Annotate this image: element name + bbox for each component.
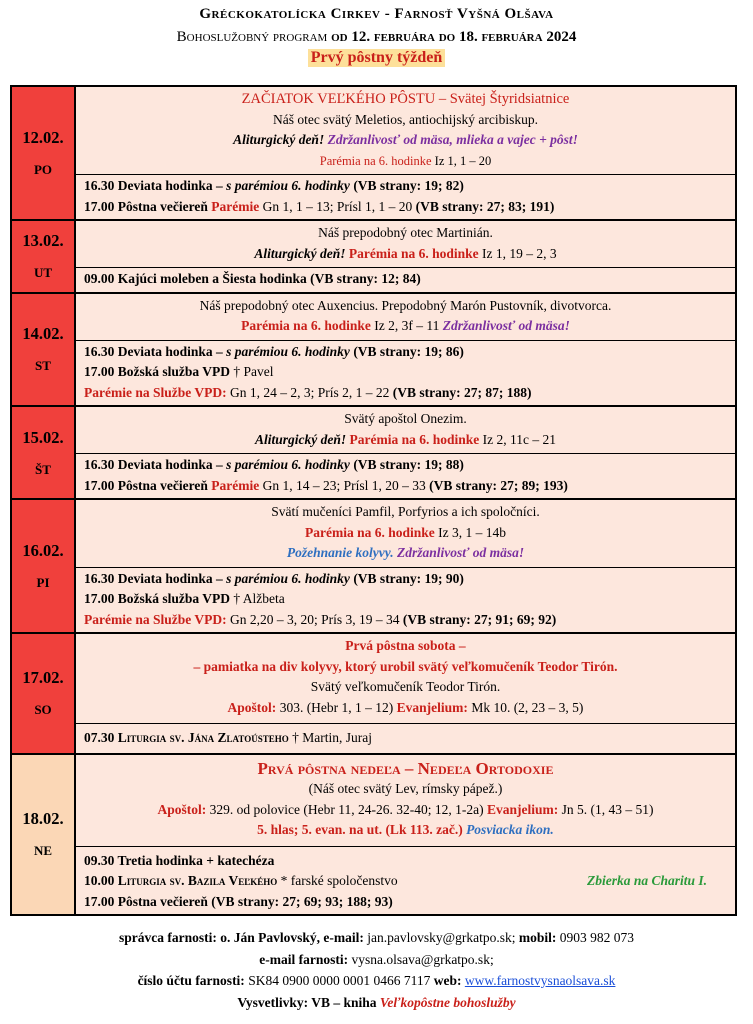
church-title: Gréckokatolícka Cirkev - Farnosť Vyšná Olšava bbox=[199, 6, 554, 22]
website-link[interactable]: www.farnostvysnaolsava.sk bbox=[464, 973, 616, 988]
day-services: 16.30 Deviata hodinka – s parémiou 6. hodinky (VB strany: 19; 86) 17.00 Božská služba VPD † Pavel Parémie na Službe VPD: Gn 1, 24 – 2, 3; Prís 2, 1 – 22 (VB strany: 27; 87; 188) bbox=[84, 343, 532, 400]
day-name: PO bbox=[33, 162, 53, 177]
day-row bbox=[12, 498, 735, 632]
day-content bbox=[76, 294, 735, 406]
day-label bbox=[12, 221, 76, 292]
day-label bbox=[12, 294, 76, 406]
day-row bbox=[12, 405, 735, 498]
day-services: 16.30 Deviata hodinka – s parémiou 6. hodinky (VB strany: 19; 88) 17.00 Pôstna večiereň Parémie Gn 1, 14 – 23; Prísl 1, 20 – 33 (VB strany: 27; 89; 193) bbox=[84, 457, 568, 493]
day-row bbox=[12, 753, 735, 915]
day-info: Prvá pôstna sobota – – pamiatka na div kolyvy, ktorý urobil svätý veľkomučeník Teodor Tirón. Svätý veľkomučeník Teodor Tirón. Apoštol: 303. (Hebr 1, 1 – 12) Evanjelium: Mk 10. (2, 23 – 3, 5) bbox=[76, 634, 735, 724]
day-content bbox=[76, 755, 735, 915]
day-label bbox=[12, 500, 76, 632]
page-header bbox=[0, 6, 753, 67]
day-services: 09.00 Kajúci moleben a Šiesta hodinka (VB strany: 12; 84) bbox=[84, 271, 421, 286]
day-services: 16.30 Deviata hodinka – s parémiou 6. hodinky (VB strany: 19; 90) 17.00 Božská služba VPD † Alžbeta Parémie na Službe VPD: Gn 2,20 – 3, 20; Prís 3, 19 – 34 (VB strany: 27; 91; 69; 92) bbox=[84, 570, 557, 627]
day-date: 16.02. bbox=[22, 541, 64, 560]
day-name: UT bbox=[33, 265, 53, 281]
day-name: ST bbox=[35, 358, 51, 374]
day-info: Náš prepodobný otec Auxencius. Prepodobný Marón Pustovník, divotvorca. Parémia na 6. hodinke Iz 2, 3f – 11 Zdržanlivosť od mäsa! bbox=[76, 294, 735, 341]
footer-contact: správca farnosti: o. Ján Pavlovský, e-mail: jan.pavlovsky@grkatpo.sk; mobil: 0903 982 073 bbox=[119, 930, 634, 945]
day-name: NE bbox=[33, 843, 53, 859]
week-title: Prvý pôstny týždeň bbox=[308, 49, 446, 67]
day-content bbox=[76, 221, 735, 292]
day-label bbox=[12, 407, 76, 498]
day-name: ŠT bbox=[35, 461, 51, 477]
day-label bbox=[12, 755, 76, 915]
day-info: Náš prepodobný otec Martinián. Aliturgický deň! Parémia na 6. hodinke Iz 1, 19 – 2, 3 bbox=[76, 221, 735, 268]
day-row bbox=[12, 632, 735, 753]
day-row bbox=[12, 87, 735, 219]
day-date: 17.02. bbox=[22, 668, 64, 688]
day-info: Prvá pôstna nedeľa – Nedeľa Ortodoxie (Náš otec svätý Lev, rímsky pápež.) Apoštol: 329. od polovice (Hebr 11, 24-26. 32-40; 12, 1-2a) Evanjelium: Jn 5. (1, 43 – 51) 5. hlas; 5. evan. na ut. (Lk 113. zač.) Posviacka ikon. bbox=[76, 755, 735, 847]
day-info: Svätí mučeníci Pamfil, Porfyrios a ich spoločníci. Parémia na 6. hodinke Iz 3, 1 – 14b Požehnanie kolyvy. Zdržanlivosť od mäsa! bbox=[76, 500, 735, 568]
day-content bbox=[76, 500, 735, 632]
day-services: 16.30 Deviata hodinka – s parémiou 6. hodinky (VB strany: 19; 82) 17.00 Pôstna večiereň Parémie Gn 1, 1 – 13; Prísl 1, 1 – 20 (VB strany: 27; 83; 191) bbox=[84, 178, 555, 214]
page-footer bbox=[0, 927, 753, 1013]
day-info: Svätý apoštol Onezim. Aliturgický deň! Parémia na 6. hodinke Iz 2, 11c – 21 bbox=[76, 407, 735, 454]
day-row bbox=[12, 292, 735, 406]
day-services: 09.30 Tretia hodinka + katechéza 10.00 Liturgia sv. Bazila Veľkého * farské spoločenstvo Zbierka na Charitu I. 17.00 Pôstna večiereň (VB strany: 27; 69; 93; 188; 93) bbox=[84, 852, 707, 909]
day-name: SO bbox=[34, 702, 52, 718]
day-content bbox=[76, 407, 735, 498]
day-date: 12.02. bbox=[22, 128, 64, 147]
footer-account: číslo účtu farnosti: SK84 0900 0000 0001 0466 7117 web: www.farnostvysnaolsava.sk bbox=[137, 973, 616, 988]
day-info: ZAČIATOK VEĽKÉHO PÔSTU – Svätej Štyridsiatnice Náš otec svätý Meletios, antiochijský arcibiskup. Aliturgický deň! Zdržanlivosť od mäsa, mlieka a vajec + pôst! Parémia na 6. hodinke Iz 1, 1 – 20 bbox=[76, 87, 735, 175]
collection-note: Zbierka na Charitu I. bbox=[586, 873, 707, 888]
day-label bbox=[12, 87, 76, 219]
day-label bbox=[12, 634, 76, 753]
schedule-table bbox=[10, 85, 737, 916]
day-date: 13.02. bbox=[22, 231, 64, 251]
day-row bbox=[12, 219, 735, 292]
day-content bbox=[76, 634, 735, 753]
footer-email: e-mail farnosti: vysna.olsava@grkatpo.sk; bbox=[259, 951, 494, 967]
footer-legend: Vysvetlivky: VB – kniha Veľkopôstne bohoslužby bbox=[237, 994, 516, 1010]
day-date: 15.02. bbox=[22, 427, 64, 447]
day-services: 07.30 Liturgia sv. Jána Zlatoústeho † Martin, Juraj bbox=[84, 730, 372, 745]
day-date: 18.02. bbox=[22, 809, 64, 829]
program-title: Bohoslužobný program od 12. februára do 18. februára 2024 bbox=[176, 29, 577, 45]
day-date: 14.02. bbox=[22, 324, 64, 344]
day-content bbox=[76, 87, 735, 219]
day-name: PI bbox=[36, 575, 50, 590]
